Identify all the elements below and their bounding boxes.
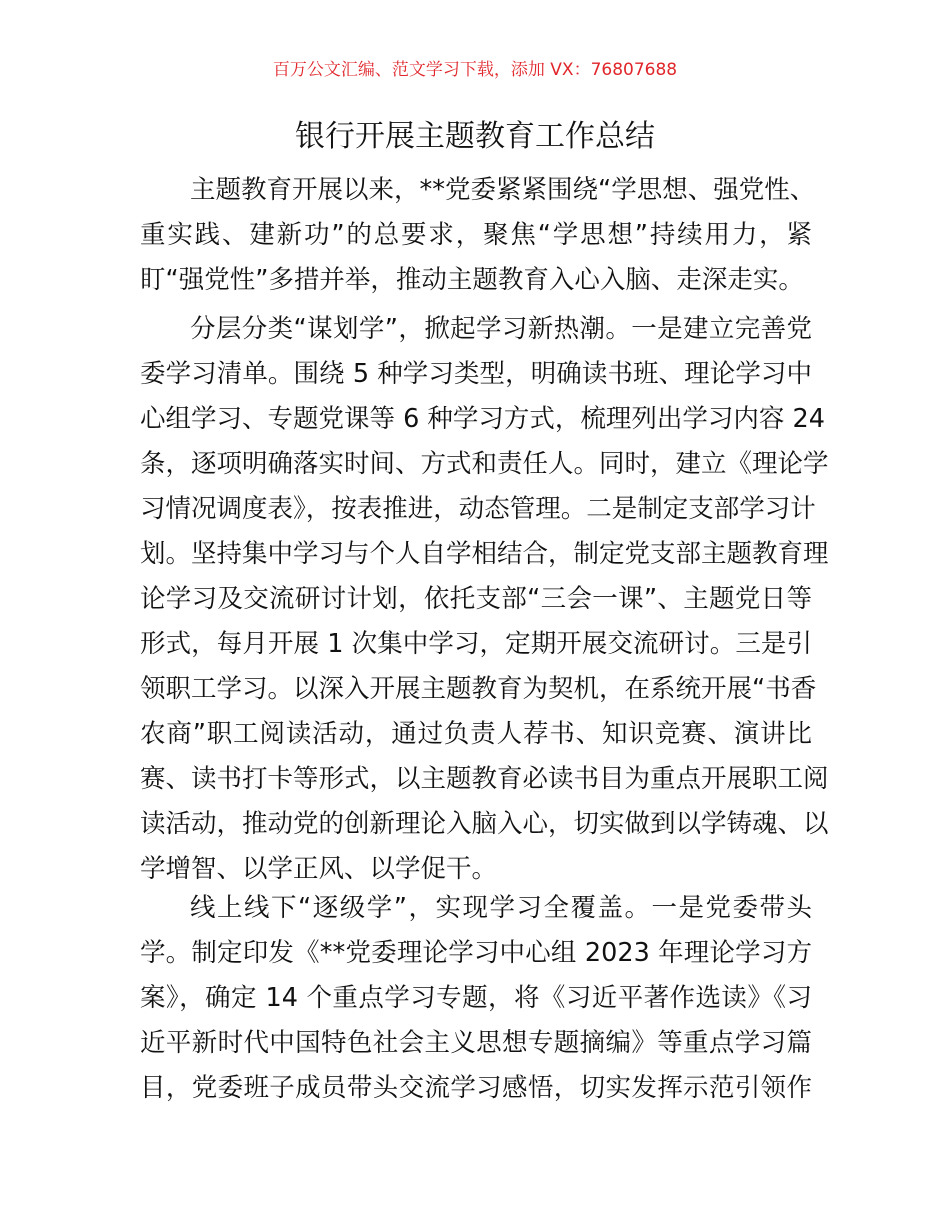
text-line: 线上线下“逐级学”，实现学习全覆盖。一是党委带头 [190, 893, 812, 923]
text-line: 学。制定印发《**党委理论学习中心组 2023 年理论学习方 [140, 938, 812, 968]
paragraph-layered-study [140, 307, 829, 892]
text-line: 条，逐项明确落实时间、方式和责任人。同时，建立《理论学 [140, 449, 829, 479]
text-line: 主题教育开展以来，**党委紧紧围绕“学思想、强党性、 [190, 175, 816, 205]
document-title: 银行开展主题教育工作总结 [295, 119, 655, 154]
text-line: 心组学习、专题党课等 6 种学习方式，梳理列出学习内容 24 [140, 404, 825, 434]
paragraph-online-offline-study [140, 886, 812, 1111]
text-line: 学增智、以学正风、以学促干。 [140, 854, 498, 884]
text-line: 目，党委班子成员带头交流学习感悟，切实发挥示范引领作 [140, 1073, 812, 1103]
paragraph-intro [140, 168, 816, 303]
text-line: 委学习清单。围绕 5 种学习类型，明确读书班、理论学习中 [140, 359, 812, 389]
text-line: 盯“强党性”多措并举，推动主题教育入心入脑、走深走实。 [140, 265, 804, 295]
text-line: 领职工学习。以深入开展主题教育为契机，在系统开展“书香 [140, 674, 817, 704]
text-line: 赛、读书打卡等形式，以主题教育必读书目为重点开展职工阅 [140, 764, 829, 794]
text-line: 分层分类“谋划学”，掀起学习新热潮。一是建立完善党 [190, 314, 812, 344]
text-line: 农商”职工阅读活动，通过负责人荐书、知识竞赛、演讲比 [140, 719, 812, 749]
text-line: 划。坚持集中学习与个人自学相结合，制定党支部主题教育理 [140, 539, 829, 569]
text-line: 形式，每月开展 1 次集中学习，定期开展交流研讨。三是引 [140, 629, 812, 659]
watermark-header: 百万公文汇编、范文学习下载，添加 VX：76807688 [272, 60, 678, 80]
text-line: 案》，确定 14 个重点学习专题，将《习近平著作选读》《习 [140, 983, 812, 1013]
text-line: 重实践、建新功”的总要求，聚焦“学思想”持续用力，紧 [140, 220, 812, 250]
text-line: 读活动，推动党的创新理论入脑入心，切实做到以学铸魂、以 [140, 809, 829, 839]
text-line: 习情况调度表》，按表推进，动态管理。二是制定支部学习计 [140, 494, 816, 524]
text-line: 论学习及交流研讨计划，依托支部“三会一课”、主题党日等 [140, 584, 812, 614]
text-line: 近平新时代中国特色社会主义思想专题摘编》等重点学习篇 [140, 1028, 812, 1058]
